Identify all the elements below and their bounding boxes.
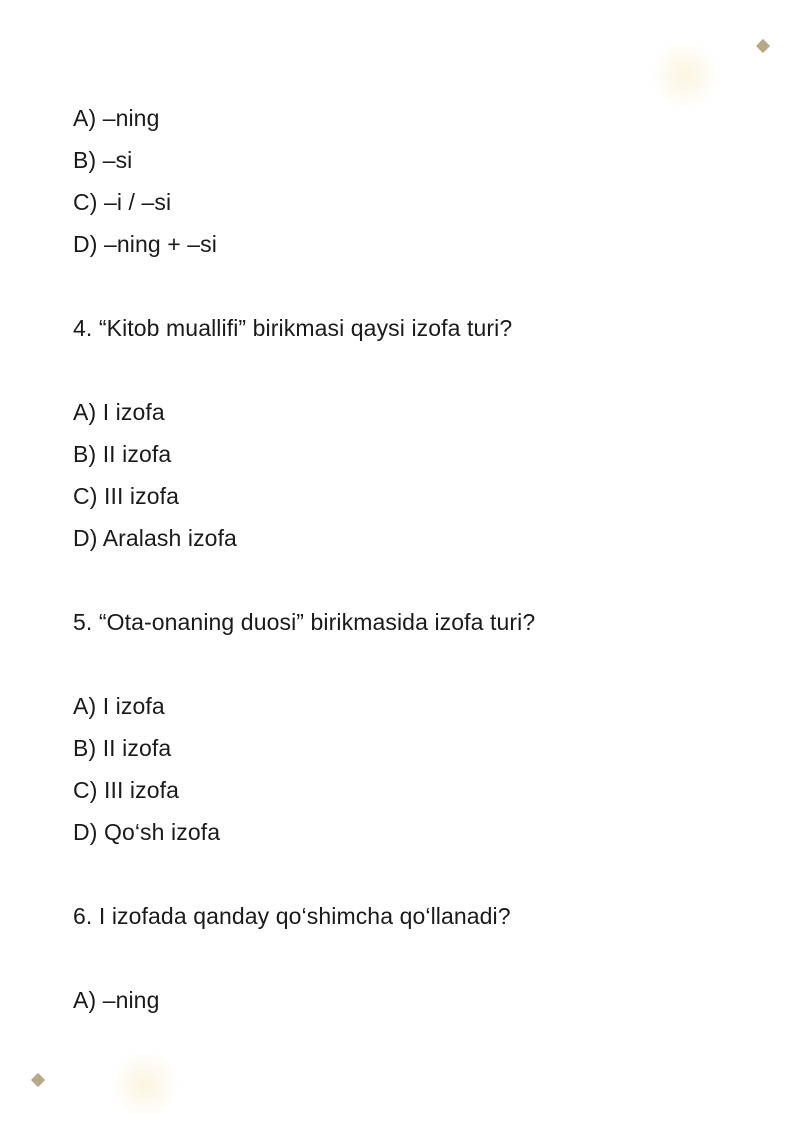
diamond-ornament-icon bbox=[756, 39, 770, 53]
q4-option-c: C) III izofa bbox=[73, 483, 180, 509]
q5-option-b: B) II izofa bbox=[73, 735, 172, 761]
q5-option-c: C) III izofa bbox=[73, 777, 180, 803]
q3-option-a: A) –ning bbox=[73, 105, 160, 131]
q4-question: 4. “Kitob muallifi” birikmasi qaysi izofa turi? bbox=[73, 315, 513, 341]
q5-option-a: A) I izofa bbox=[73, 693, 165, 719]
q6-question: 6. I izofada qanday qo‘shimcha qo‘llanadi? bbox=[73, 903, 511, 929]
diamond-ornament-icon bbox=[31, 1073, 45, 1087]
decor-glow-bottom bbox=[110, 1050, 180, 1120]
decor-glow-top bbox=[650, 40, 720, 110]
q5-option-d: D) Qo‘sh izofa bbox=[73, 819, 221, 845]
q5-question: 5. “Ota-onaning duosi” birikmasida izofa turi? bbox=[73, 609, 536, 635]
q3-option-d: D) –ning + –si bbox=[73, 231, 217, 257]
q4-option-d: D) Aralash izofa bbox=[73, 525, 237, 551]
q4-option-a: A) I izofa bbox=[73, 399, 165, 425]
q4-option-b: B) II izofa bbox=[73, 441, 172, 467]
q3-option-c: C) –i / –si bbox=[73, 189, 172, 215]
q3-option-b: B) –si bbox=[73, 147, 133, 173]
q6-option-a: A) –ning bbox=[73, 987, 160, 1013]
